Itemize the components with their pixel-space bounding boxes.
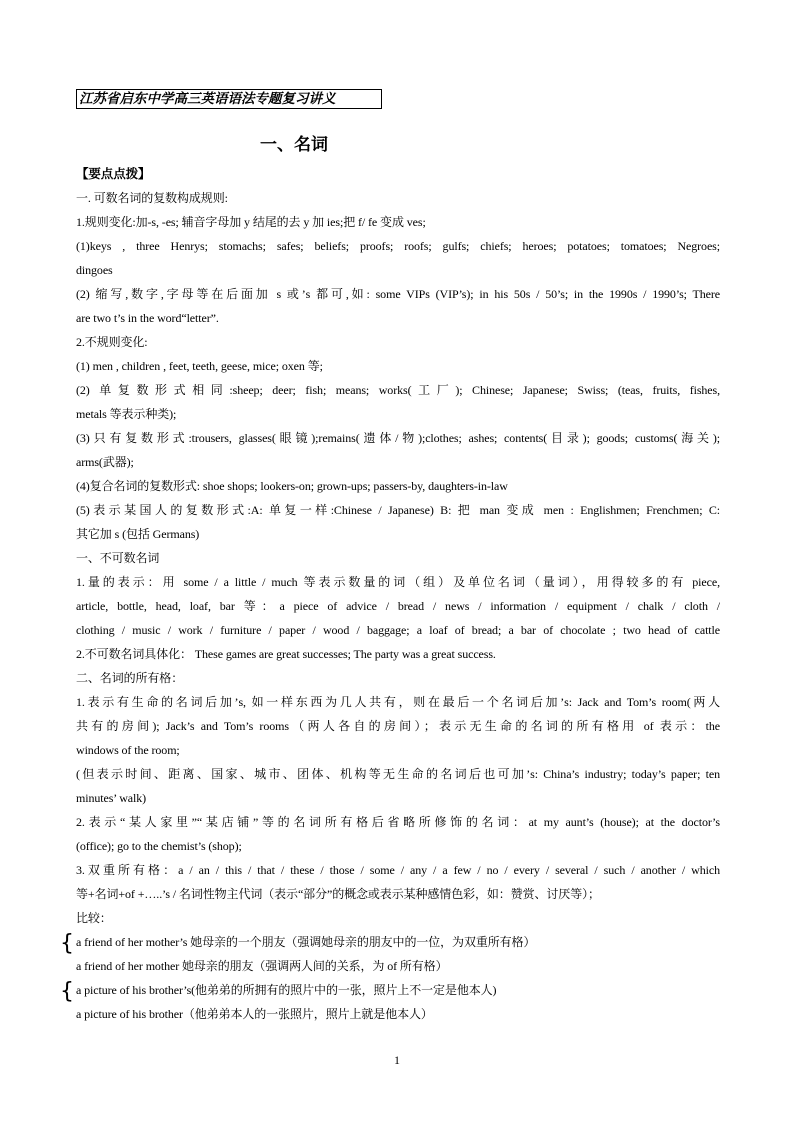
page-number: 1 [394,1053,400,1067]
page-title: 一、名词 [260,135,328,155]
text-line: dingoes [76,263,113,277]
comparison-line: a friend of her mother’s 她母亲的一个朋友（强调她母亲的朋友中的一位，为双重所有格） [76,935,536,949]
text-line: 1.规则变化:加-s, -es; 辅音字母加 y 结尾的去 y 加 ies;把 f/ fe 变成 ves; [76,215,426,229]
comparison-line: a picture of his brother（他弟弟本人的一张照片，照片上就是他本人） [76,1007,433,1021]
text-line: are two t’s in the word“letter”. [76,311,219,325]
text-line: 3.双重所有格：a / an / this / that / these / those / some / any / a few / no / every / several / such / another / which [76,863,720,877]
text-line: 等+名词+of +…..’s / 名词性物主代词（表示“部分”的概念或表示某种感情色彩，如：赞赏、讨厌等）； [76,887,600,901]
text-line: (5)表示某国人的复数形式:A: 单复一样:Chinese / Japanese) B: 把 man 变成 men : Englishmen; Frenchmen; C: [76,503,720,517]
text-line: (3)只有复数形式:trousers, glasses(眼镜);remains(遗体/物);clothes; ashes; contents(目录); goods; customs(海关); [76,431,720,445]
text-line: (4)复合名词的复数形式: shoe shops; lookers-on; grown-ups; passers-by, daughters-in-law [76,479,508,493]
text-line: (1)keys , three Henrys; stomachs; safes; beliefs; proofs; roofs; gulfs; chiefs; heroes; potatoes; tomatoes; Negroes; [76,239,720,253]
section-heading: 【要点点拨】 [76,167,151,181]
text-line: 共有的房间); Jack’s and Tom’s rooms（两人各自的房间）；表示无生命的名词的所有格用 of 表示：the [76,719,720,733]
text-line: 一、不可数名词 [76,551,160,565]
brace-bracket: { [60,979,74,1004]
comparison-line: a picture of his brother’s(他弟弟的所拥有的照片中的一张，照片上不一定是他本人) [76,983,497,997]
text-line: arms(武器); [76,455,134,469]
text-line: minutes’ walk) [76,791,147,805]
text-line: 其它加 s (包括 Germans) [76,527,200,541]
text-line: (1) men , children , feet, teeth, geese, mice; oxen 等; [76,359,323,373]
text-line: clothing / music / work / furniture / paper / wood / baggage; a loaf of bread; a bar of chocolate ; two head of cattle [76,623,720,637]
text-line: (但表示时间、距离、国家、城市、团体、机构等无生命的名词后也可加’s: China’s industry; today’s paper; ten [76,767,720,781]
header-box: 江苏省启东中学高三英语语法专题复习讲义 [76,89,382,109]
content-body [76,162,720,1026]
text-line: (2) 单复数形式相同:sheep; deer; fish; means; works(工厂); Chinese; Japanese; Swiss; (teas, fruits, fishes, [76,383,720,397]
brace-bracket: { [60,931,74,956]
text-line: 2.不规则变化: [76,335,148,349]
text-line: (office); go to the chemist’s (shop); [76,839,242,853]
text-line: 1.表示有生命的名词后加’s, 如一样东西为几人共有，则在最后一个名词后加’s: Jack and Tom’s room(两人 [76,695,720,709]
comparison-line: a friend of her mother 她母亲的朋友（强调两人间的关系，为 of 所有格） [76,959,448,973]
text-line: 1.量的表示：用 some / a little / much 等表示数量的词（组）及单位名词（量词），用得较多的有 piece, [76,575,720,589]
text-line: 二、名词的所有格： [76,671,184,685]
text-line: (2) 缩写,数字,字母等在后面加 s 或’s 都可,如: some VIPs (VIP’s); in his 50s / 50’s; in the 1990s / 1990’s; There [76,287,720,301]
text-line: 2.表示“某人家里”“某店铺”等的名词所有格后省略所修饰的名词：at my aunt’s (house); at the doctor’s [76,815,720,829]
text-line: metals 等表示种类); [76,407,177,421]
text-line: 一. 可数名词的复数构成规则: [76,191,228,205]
text-line: windows of the room; [76,743,180,757]
text-line: 比较： [76,911,112,925]
text-line: 2.不可数名词具体化： These games are great successes; The party was a great success. [76,647,496,661]
text-line: article, bottle, head, loaf, bar 等：a piece of advice / bread / news / information / equipment / chalk / cloth / [76,599,720,613]
